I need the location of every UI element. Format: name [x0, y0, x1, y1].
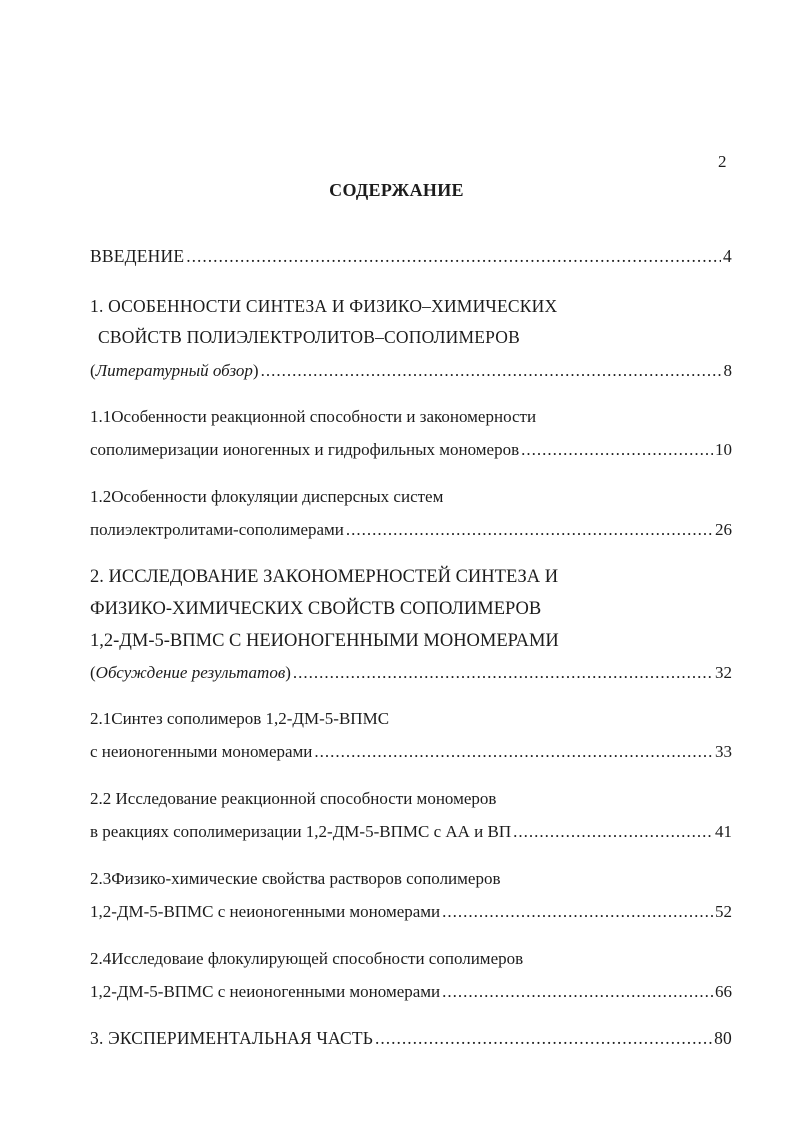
dot-leader [293, 662, 713, 684]
toc-chapter-2-line-2: ФИЗИКО-ХИМИЧЕСКИХ СВОЙСТВ СОПОЛИМЕРОВ [90, 599, 542, 619]
dot-leader [442, 981, 713, 1003]
toc-entry-section-1-2 [90, 519, 732, 541]
toc-entry-section-2-4 [90, 981, 732, 1003]
toc-entry-title: сополимеризации ионогенных и гидрофильных мономеров [90, 440, 520, 459]
toc-chapter-1-line-1: 1. ОСОБЕННОСТИ СИНТЕЗА И ФИЗИКО–ХИМИЧЕСКИХ [90, 296, 558, 316]
page-title: СОДЕРЖАНИЕ [329, 180, 464, 200]
toc-entry-section-2-3 [90, 901, 732, 923]
toc-entry-title: 1,2-ДМ-5-ВПМС с неионогенными мономерами [90, 902, 441, 921]
toc-page-number: 80 [714, 1028, 732, 1048]
toc-entry-title: ВВЕДЕНИЕ [90, 246, 185, 266]
toc-page-number: 52 [715, 902, 732, 921]
toc-chapter-2-line-3: 1,2-ДМ-5-ВПМС С НЕИОНОГЕННЫМИ МОНОМЕРАМИ [90, 631, 559, 651]
toc-page-number: 8 [723, 361, 732, 380]
dot-leader [186, 245, 721, 267]
toc-entry-title: (Обсуждение результатов) [90, 663, 291, 682]
toc-chapter-2-line-1: 2. ИССЛЕДОВАНИЕ ЗАКОНОМЕРНОСТЕЙ СИНТЕЗА И [90, 567, 559, 587]
toc-entry-intro [90, 245, 732, 267]
toc-entry-chapter-3 [90, 1027, 732, 1049]
dot-leader [521, 439, 713, 461]
toc-section-1-2-line-1: 1.2Особенности флокуляции дисперсных систем [90, 487, 444, 506]
toc-section-1-1-line-1: 1.1Особенности реакционной способности и закономерности [90, 407, 537, 426]
toc-entry-title: (Литературный обзор) [90, 361, 259, 380]
toc-entry-section-2-2 [90, 821, 732, 843]
toc-entry-title: с неионогенными мономерами [90, 742, 313, 761]
toc-section-2-2-line-1: 2.2 Исследование реакционной способности мономеров [90, 789, 497, 808]
dot-leader [375, 1027, 712, 1049]
toc-entry-title: 3. ЭКСПЕРИМЕНТАЛЬНАЯ ЧАСТЬ [90, 1028, 373, 1048]
toc-entry-title: 1,2-ДМ-5-ВПМС с неионогенными мономерами [90, 982, 441, 1001]
toc-page-number: 32 [715, 663, 732, 682]
toc-entry-section-1-1 [90, 439, 732, 461]
toc-section-2-4-line-1: 2.4Исследоваие флокулирующей способности сополимеров [90, 949, 524, 968]
dot-leader [314, 741, 713, 763]
toc-entry-chapter-1 [90, 360, 732, 382]
dot-leader [442, 901, 713, 923]
toc-page-number: 41 [715, 822, 732, 841]
toc-page-number: 26 [715, 520, 732, 539]
dot-leader [346, 519, 713, 541]
dot-leader [261, 360, 722, 382]
toc-section-2-3-line-1: 2.3Физико-химические свойства растворов сополимеров [90, 869, 501, 888]
toc-section-2-1-line-1: 2.1Синтез сополимеров 1,2-ДМ-5-ВПМС [90, 709, 390, 728]
toc-page-number: 4 [723, 246, 732, 266]
dot-leader [513, 821, 713, 843]
toc-page-number: 66 [715, 982, 732, 1001]
toc-entry-section-2-1 [90, 741, 732, 763]
page-number: 2 [718, 152, 727, 171]
toc-page-number: 33 [715, 742, 732, 761]
toc-page-number: 10 [715, 440, 732, 459]
toc-chapter-1-line-2: СВОЙСТВ ПОЛИЭЛЕКТРОЛИТОВ–СОПОЛИМЕРОВ [98, 327, 520, 347]
toc-entry-chapter-2 [90, 662, 732, 684]
toc-entry-title: полиэлектролитами-сополимерами [90, 520, 344, 539]
toc-entry-title: в реакциях сополимеризации 1,2-ДМ-5-ВПМС с АА и ВП [90, 822, 512, 841]
